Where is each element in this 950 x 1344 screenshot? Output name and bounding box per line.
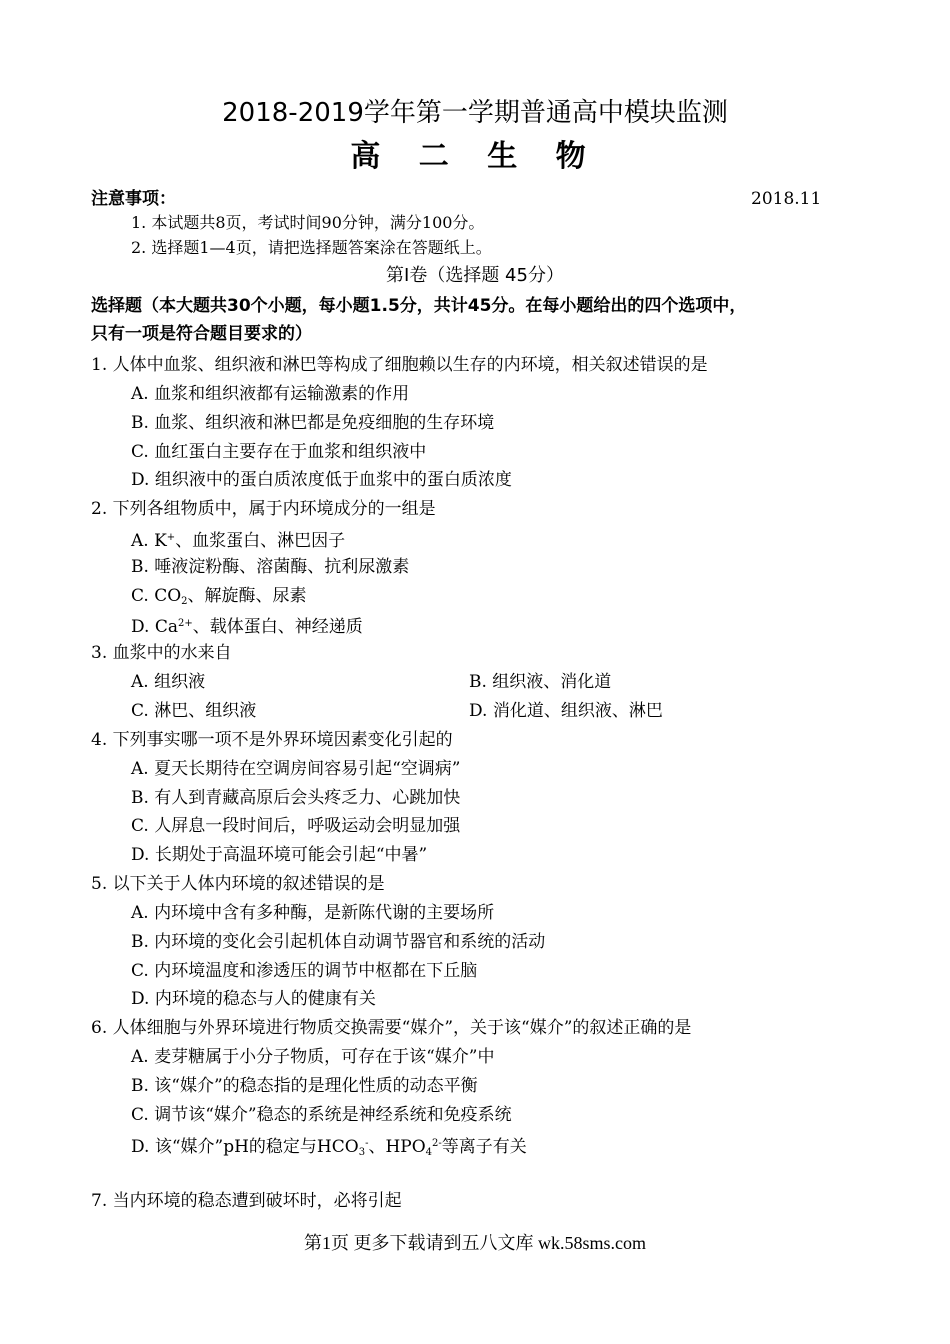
option: C. 人屏息一段时间后，呼吸运动会明显加强 [131,816,461,836]
option: C. 调节该“媒介”稳态的系统是神经系统和免疫系统 [131,1105,512,1125]
notice-heading: 注意事项： [91,189,176,209]
option: B. 血浆、组织液和淋巴都是免疫细胞的生存环境 [131,413,495,433]
option: A. 麦芽糖属于小分子物质，可存在于该“媒介”中 [131,1047,495,1067]
option: B. 组织液、消化道 [469,672,612,692]
option: B. 唾液淀粉酶、溶菌酶、抗利尿激素 [131,557,410,577]
notice-item: 2. 选择题1—4页，请把选择题答案涂在答题纸上。 [131,238,492,257]
option: A. 组织液 [131,672,206,692]
subject-title: 高 二 生 物 [350,139,600,174]
exam-date: 2018.11 [751,189,822,209]
question-stem: 4. 下列事实哪一项不是外界环境因素变化引起的 [91,730,453,750]
question-stem: 7. 当内环境的稳态遭到破坏时，必将引起 [91,1191,402,1211]
exam-title: 2018-2019学年第一学期普通高中模块监测 [222,98,728,128]
section-instruction: 只有一项是符合题目要求的） [91,324,312,344]
option: A. 夏天长期待在空调房间容易引起“空调病” [131,759,461,779]
option: C. 内环境温度和渗透压的调节中枢都在下丘脑 [131,961,478,981]
option: B. 该“媒介”的稳态指的是理化性质的动态平衡 [131,1076,478,1096]
option: D. 消化道、组织液、淋巴 [469,701,663,721]
question-stem: 6. 人体细胞与外界环境进行物质交换需要“媒介”，关于该“媒介”的叙述正确的是 [91,1018,692,1038]
question-stem: 1. 人体中血浆、组织液和淋巴等构成了细胞赖以生存的内环境，相关叙述错误的是 [91,355,708,375]
option: A. K+、血浆蛋白、淋巴因子 [131,531,346,551]
question-stem: 3. 血浆中的水来自 [91,643,232,663]
option: D. $Ca^{2+}$、载体蛋白、神经递质 [131,617,363,637]
section-title: 第Ⅰ卷（选择题 45分） [386,265,564,286]
option: B. 有人到青藏高原后会头疼乏力、心跳加快 [131,788,461,808]
option: B. 内环境的变化会引起机体自动调节器官和系统的活动 [131,932,546,952]
option: C. 血红蛋白主要存在于血浆和组织液中 [131,442,427,462]
section-instruction: 选择题（本大题共30个小题，每小题1.5分，共计45分。在每小题给出的四个选项中， [91,296,747,316]
option: A. 血浆和组织液都有运输激素的作用 [131,384,410,404]
option: C. $CO_2$、解旋酶、尿素 [131,586,307,607]
option: D. 长期处于高温环境可能会引起“中暑” [131,845,428,865]
option: C. 淋巴、组织液 [131,701,257,721]
option: D. 组织液中的蛋白质浓度低于血浆中的蛋白质浓度 [131,470,512,490]
option: A. 内环境中含有多种酶，是新陈代谢的主要场所 [131,903,495,923]
notice-item: 1. 本试题共8页，考试时间90分钟，满分100分。 [131,213,485,232]
question-stem: 2. 下列各组物质中，属于内环境成分的一组是 [91,499,436,519]
question-stem: 5. 以下关于人体内环境的叙述错误的是 [91,874,385,894]
option: D. 该“媒介”pH的稳定与$HCO_3^-$、$HPO_4^{2-}$等离子有关 [131,1137,527,1158]
page-footer: 第1页 更多下载请到五八文库 wk.58sms.com [304,1233,646,1253]
option: D. 内环境的稳态与人的健康有关 [131,989,376,1009]
